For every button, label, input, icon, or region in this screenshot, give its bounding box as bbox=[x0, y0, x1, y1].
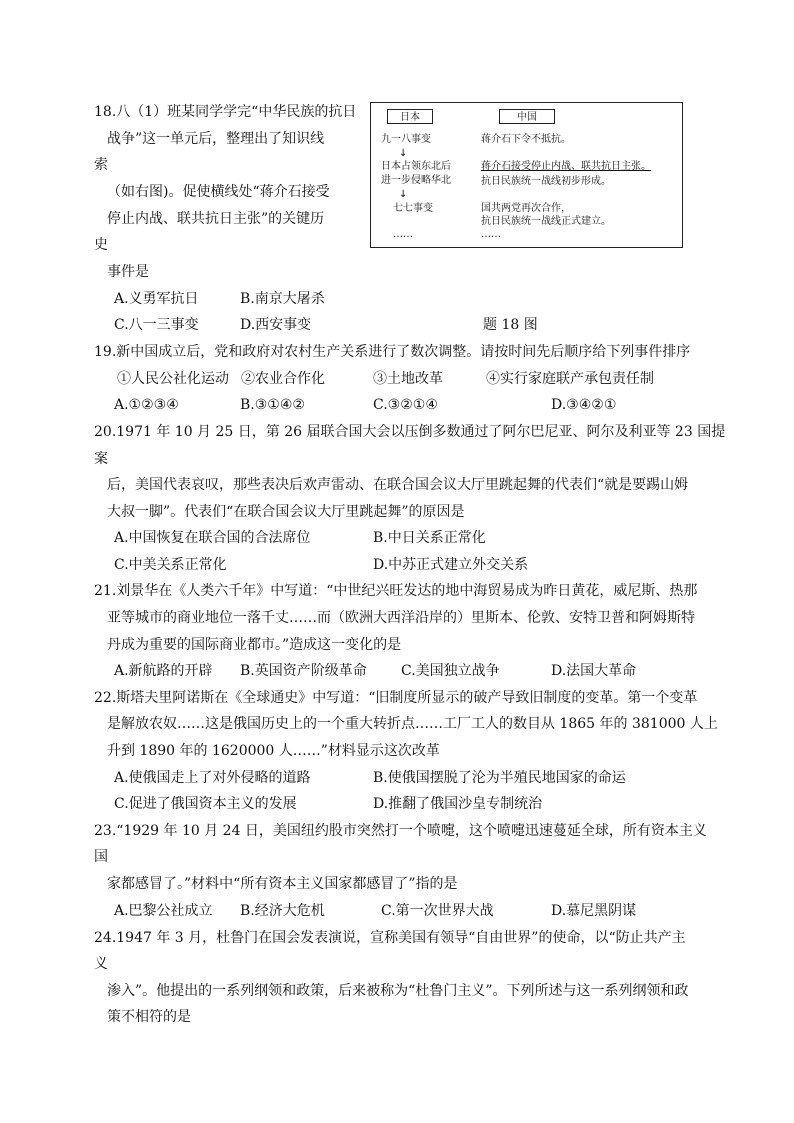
q19-item-4: ④实行家庭联产承包责任制 bbox=[486, 371, 654, 387]
figure-right-ellipsis: …… bbox=[481, 229, 501, 240]
q22-option-c: C.促进了俄国资本主义的发展 bbox=[114, 796, 297, 812]
q19-option-d: D.③④②① bbox=[551, 397, 617, 413]
q18-option-b: B.南京大屠杀 bbox=[240, 291, 325, 307]
figure-left-event-2a: 日本占领东北后 bbox=[381, 161, 451, 172]
figure-right-item-1: 蒋介石下令不抵抗。 bbox=[481, 134, 571, 145]
q21-line-2: 亚等城市的商业地位一落千丈……而（欧洲大西洋沿岸的）里斯本、伦敦、安特卫普和阿姆斯特 bbox=[107, 610, 695, 626]
q24-line-2: 义 bbox=[94, 956, 108, 972]
figure-right-item-4: 国共两党再次合作， bbox=[481, 203, 571, 214]
q18-line-5: 停止内战、联共抗日主张”的关键历 bbox=[107, 211, 325, 227]
q20-line-1: 20.1971 年 10 月 25 日，第 26 届联合国大会以压倒多数通过了阿尔巴尼亚、阿尔及利亚等 23 国提 bbox=[94, 424, 726, 440]
q23-option-b: B.经济大危机 bbox=[240, 903, 325, 919]
q18-option-d: D.西安事变 bbox=[240, 317, 312, 333]
figure-left-ellipsis: …… bbox=[393, 229, 413, 240]
q19-item-2: ②农业合作化 bbox=[241, 371, 325, 387]
q24-line-3: 渗入”。他提出的一系列纲领和政策，后来被称为“杜鲁门主义”。下列所述与这一系列纲领和政 bbox=[107, 983, 689, 999]
q20-option-c: C.中美关系正常化 bbox=[114, 557, 227, 573]
q18-line-6: 史 bbox=[94, 237, 108, 253]
figure-right-item-2-underlined: 蒋介石接受停止内战、联共抗日主张。 bbox=[481, 161, 651, 172]
q22-option-a: A.使俄国走上了对外侵略的道路 bbox=[114, 770, 311, 786]
q18-line-7: 事件是 bbox=[107, 264, 149, 280]
q23-option-a: A.巴黎公社成立 bbox=[114, 903, 213, 919]
q21-option-b: B.英国资产阶级革命 bbox=[240, 663, 367, 679]
down-arrow-icon: ↓ bbox=[399, 148, 408, 159]
q18-line-1: 18.八（1）班某同学学完“中华民族的抗日 bbox=[94, 104, 357, 120]
figure-left-event-1: 九一八事变 bbox=[381, 134, 431, 145]
down-arrow-icon: ↓ bbox=[399, 189, 408, 200]
q20-option-b: B.中日关系正常化 bbox=[373, 530, 486, 546]
q20-line-3: 后，美国代表哀叹，那些表决后欢声雷动、在联合国会议大厅里跳起舞的代表们“就是要踢山姆 bbox=[107, 477, 689, 493]
q19-item-1: ①人民公社化运动 bbox=[117, 371, 229, 387]
q18-line-2: 战争”这一单元后，整理出了知识线 bbox=[107, 131, 325, 147]
q19-option-c: C.③②①④ bbox=[373, 397, 438, 413]
q19-option-b: B.③①④② bbox=[240, 397, 305, 413]
q22-line-1: 22.斯塔夫里阿诺斯在《全球通史》中写道：“旧制度所显示的破产导致旧制度的变革。第一个变革 bbox=[94, 690, 698, 706]
q18-figure-caption: 题 18 图 bbox=[483, 317, 538, 333]
figure-right-item-5: 抗日民族统一战线正式建立。 bbox=[481, 216, 611, 227]
q22-option-b: B.使俄国摆脱了沦为半殖民地国家的命运 bbox=[373, 770, 626, 786]
q18-line-3: 索 bbox=[94, 157, 108, 173]
q21-line-3: 丹成为重要的国际商业都市。”造成这一变化的是 bbox=[107, 637, 402, 653]
q23-line-2: 国 bbox=[94, 849, 108, 865]
figure-header-china: 中国 bbox=[499, 109, 555, 124]
q22-line-3: 升到 1890 年的 1620000 人……”材料显示这次改革 bbox=[107, 743, 440, 759]
q21-option-a: A.新航路的开辟 bbox=[114, 663, 213, 679]
q18-option-c: C.八一三事变 bbox=[114, 317, 199, 333]
q23-line-3: 家都感冒了。”材料中“所有资本主义国家都感冒了”指的是 bbox=[107, 876, 458, 892]
q21-line-1: 21.刘景华在《人类六千年》中写道：“中世纪兴旺发达的地中海贸易成为昨日黄花，威尼斯、热那 bbox=[94, 583, 698, 599]
q22-line-2: 是解放农奴……这是俄国历史上的一个重大转折点……工厂工人的数目从 1865 年的 381000 人上 bbox=[107, 716, 718, 732]
q20-option-d: D.中苏正式建立外交关系 bbox=[373, 557, 529, 573]
knowledge-timeline-figure bbox=[370, 102, 683, 248]
figure-left-event-3: 七七事变 bbox=[393, 203, 433, 214]
q22-option-d: D.推翻了俄国沙皇专制统治 bbox=[373, 796, 543, 812]
q20-line-2: 案 bbox=[94, 451, 108, 467]
q19-line-1: 19.新中国成立后，党和政府对农村生产关系进行了数次调整。请按时间先后顺序给下列事件排序 bbox=[94, 344, 691, 360]
q19-option-a: A.①②③④ bbox=[114, 397, 179, 413]
q24-line-1: 24.1947 年 3 月，杜鲁门在国会发表演说，宣称美国有领导“自由世界”的使命，以“防止共产主 bbox=[94, 930, 686, 946]
q18-option-a: A.义勇军抗日 bbox=[114, 291, 199, 307]
q20-line-4: 大叔一脚”。代表们“在联合国会议大厅里跳起舞”的原因是 bbox=[107, 504, 465, 520]
q21-option-c: C.美国独立战争 bbox=[401, 663, 500, 679]
q23-option-d: D.慕尼黑阴谋 bbox=[551, 903, 637, 919]
figure-right-item-3: 抗日民族统一战线初步形成。 bbox=[481, 176, 611, 187]
q20-option-a: A.中国恢复在联合国的合法席位 bbox=[114, 530, 311, 546]
figure-header-japan: 日本 bbox=[387, 109, 433, 124]
q23-line-1: 23.“1929 年 10 月 24 日，美国纽约股市突然打一个喷嚏，这个喷嚏迅速蔓延全球，所有资本主义 bbox=[94, 823, 707, 839]
figure-left-event-2b: 进一步侵略华北 bbox=[381, 175, 451, 186]
q24-line-4: 策不相符的是 bbox=[107, 1009, 191, 1025]
q23-option-c: C.第一次世界大战 bbox=[381, 903, 494, 919]
q21-option-d: D.法国大革命 bbox=[551, 663, 637, 679]
q19-item-3: ③土地改革 bbox=[373, 371, 443, 387]
q18-line-4: （如右图)。促使横线处“蒋介石接受 bbox=[107, 184, 330, 200]
